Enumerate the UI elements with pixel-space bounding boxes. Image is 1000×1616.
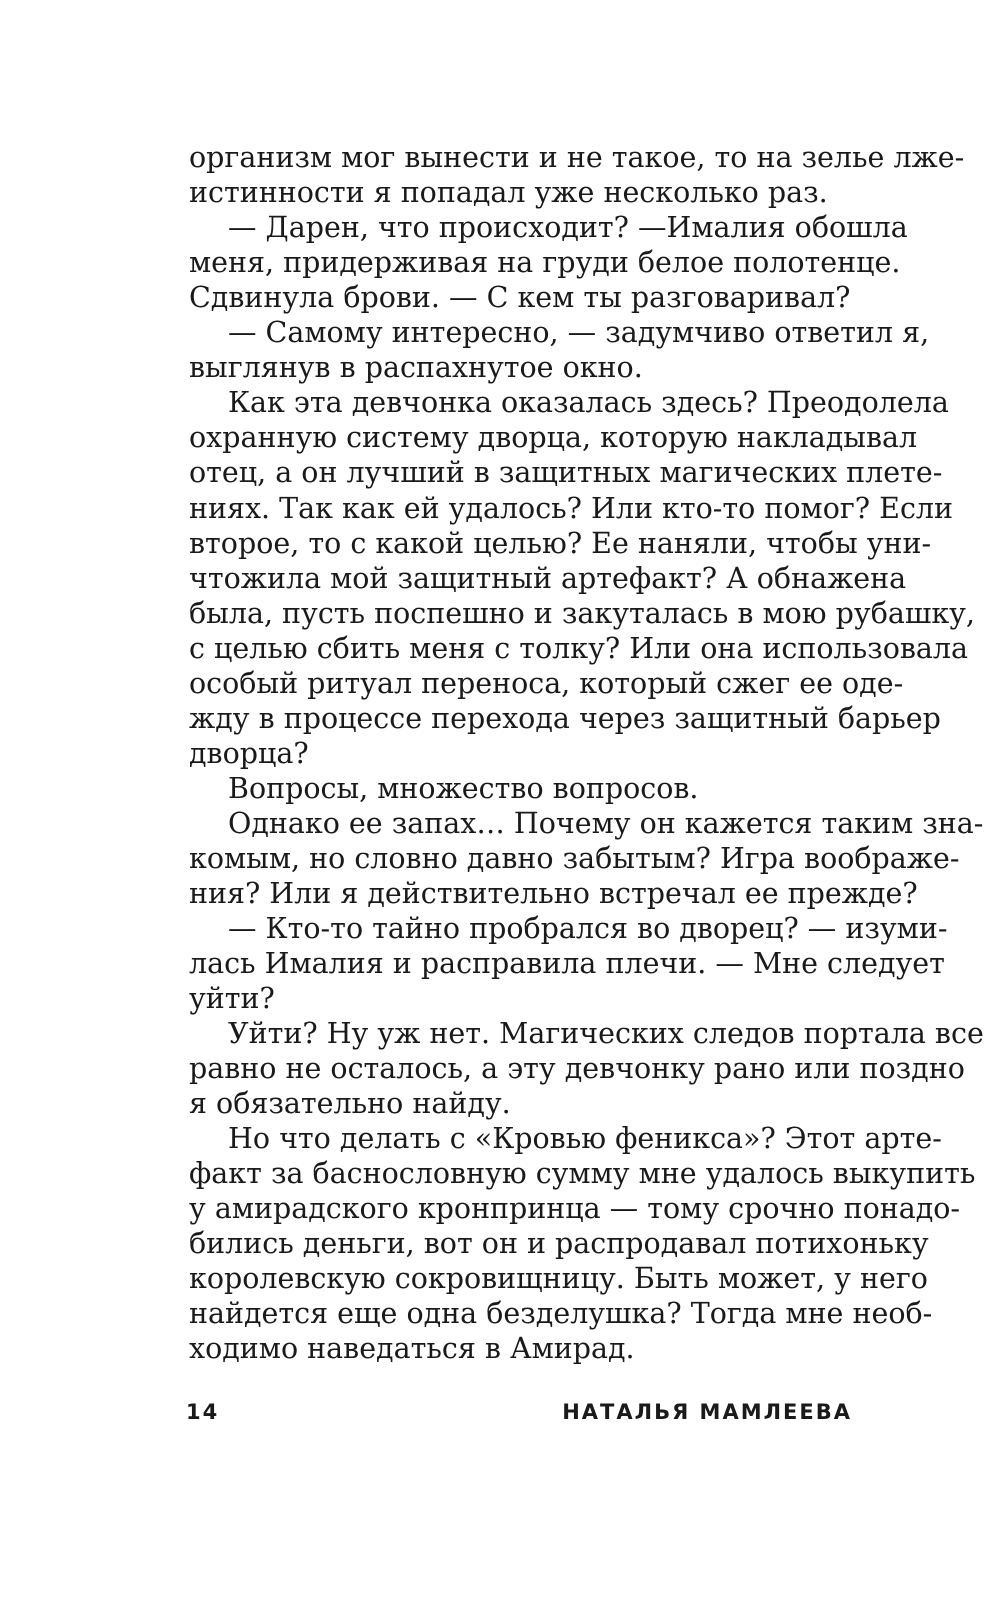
text-line: Сдвинула брови. — С кем ты разговаривал?: [189, 281, 851, 314]
text-line: комым, но словно давно забытым? Игра воображе-: [189, 842, 960, 875]
text-line: с целью сбить меня с толку? Или она использовала: [189, 632, 968, 665]
text-line: дворца?: [189, 737, 309, 770]
text-line: ходимо наведаться в Амирад.: [189, 1332, 635, 1365]
text-line: я обязательно найду.: [189, 1087, 511, 1120]
text-line: — Дарен, что происходит? —Ималия обошла: [228, 211, 908, 244]
text-line: организм мог вынести и не такое, то на зелье лже-: [189, 141, 965, 174]
text-line: Но что делать с «Кровью феникса»? Этот арте-: [228, 1122, 942, 1155]
page-number: 14: [186, 1400, 220, 1424]
text-line: бились деньги, вот он и распродавал потихоньку: [189, 1227, 929, 1260]
text-line: лась Ималия и расправила плечи. — Мне следует: [189, 947, 945, 980]
text-line: была, пусть поспешно и закуталась в мою рубашку,: [189, 597, 975, 630]
text-line: жду в процессе перехода через защитный барьер: [189, 702, 941, 735]
text-line: ниях. Так как ей удалось? Или кто-то помог? Если: [189, 492, 954, 525]
text-line: чтожила мой защитный артефакт? А обнажена: [189, 562, 907, 595]
text-line: охранную систему дворца, которую накладывал: [189, 421, 918, 454]
text-line: уйти?: [189, 982, 275, 1015]
text-line: найдется еще одна безделушка? Тогда мне необ-: [189, 1297, 933, 1330]
text-line: Вопросы, множество вопросов.: [228, 772, 699, 805]
text-line: — Кто-то тайно пробрался во дворец? — изуми-: [228, 912, 948, 945]
text-line: — Самому интересно, — задумчиво ответил я,: [228, 316, 930, 349]
text-line: Однако ее запах… Почему он кажется таким зна-: [228, 807, 984, 840]
text-line: особый ритуал переноса, который сжег ее оде-: [189, 667, 904, 700]
text-line: выглянув в распахнутое окно.: [189, 351, 643, 384]
text-line: второе, то с какой целью? Ее наняли, чтобы уни-: [189, 527, 932, 560]
text-line: меня, придерживая на груди белое полотенце.: [189, 246, 901, 279]
text-line: Как эта девчонка оказалась здесь? Преодолела: [228, 386, 949, 419]
text-line: у амирадского кронпринца — тому срочно понадо-: [189, 1192, 961, 1225]
text-line: отец, а он лучший в защитных магических плете-: [189, 456, 943, 489]
text-line: ния? Или я действительно встречал ее прежде?: [189, 877, 918, 910]
text-line: Уйти? Ну уж нет. Магических следов портала все: [228, 1017, 984, 1050]
running-head-author: НАТАЛЬЯ МАМЛЕЕВА: [562, 1400, 852, 1424]
text-line: королевскую сокровищницу. Быть может, у него: [189, 1262, 928, 1295]
text-line: истинности я попадал уже несколько раз.: [189, 176, 828, 209]
text-line: факт за баснословную сумму мне удалось выкупить: [189, 1157, 976, 1190]
text-line: равно не осталось, а эту девчонку рано или поздно: [189, 1052, 965, 1085]
